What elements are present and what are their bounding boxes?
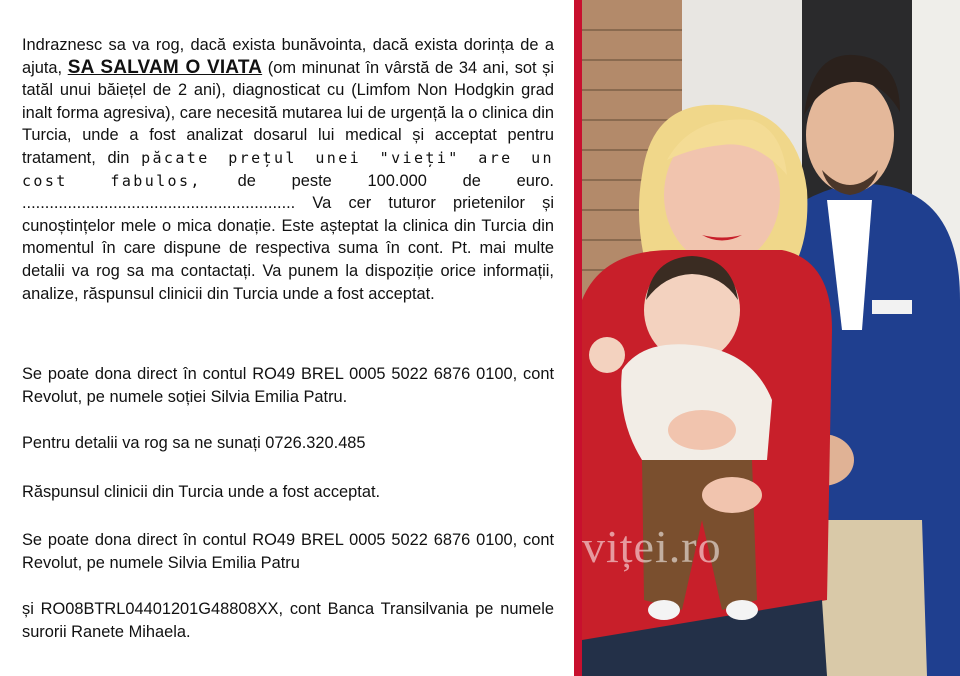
contact-phone: Pentru detalii va rog sa ne sunați 0726.320.485 [22,434,366,452]
donation-account-banca-transilvania: și RO08BTRL04401201G48808XX, cont Banca Transilvania pe numele surorii Ranete Mihaela. [22,600,554,641]
red-divider [574,0,582,676]
family-photo [582,0,960,676]
appeal-text-cost: păcate prețul unei "vieți" are un cost fabulos, [22,148,554,190]
site-watermark: viței.ro [582,521,722,572]
family-photo-illustration [582,0,960,676]
appeal-text-request: de peste 100.000 de euro. ............................................................ Va cer tuturor prietenilor și cunoștințelor mele o mica donație. Este așteptat la clinica din Turcia din momentul în care dispune de respectiva suma în cont. Pt. mai multe detalii va rog sa ma contactați. Va punem la dispoziție orice informații, analize, răspunsul clinicii din Turcia unde a fost acceptat. [22,171,554,303]
donation-account-revolut-1: Se poate dona direct în contul RO49 BREL 0005 5022 6876 0100, cont Revolut, pe numele soției Silvia Emilia Patru. [22,365,554,406]
donation-account-revolut-2: Se poate dona direct în contul RO49 BREL 0005 5022 6876 0100, cont Revolut, pe numele Silvia Emilia Patru [22,531,554,572]
clinic-response-note: Răspunsul clinicii din Turcia unde a fost acceptat. [22,483,381,501]
appeal-text-diagnosis: (om minunat în vârstă de 34 ani, sot și tatăl unui băiețel de 2 ani), diagnosticat cu (Limfom Non Hodgkin grad inalt forma agresiva), care necesită mutarea lui de urgență la o clinica din Turcia, unde a fost analizat dosarul lui medical și acceptat pentru tratament, din [22,58,554,167]
save-a-life-heading: SA SALVAM O VIATA [67,56,263,78]
appeal-text-intro: Indraznesc sa va rog, dacă exista bunăvointa, dacă exista dorința de a ajuta, [22,36,554,77]
appeal-paragraph [22,34,554,305]
